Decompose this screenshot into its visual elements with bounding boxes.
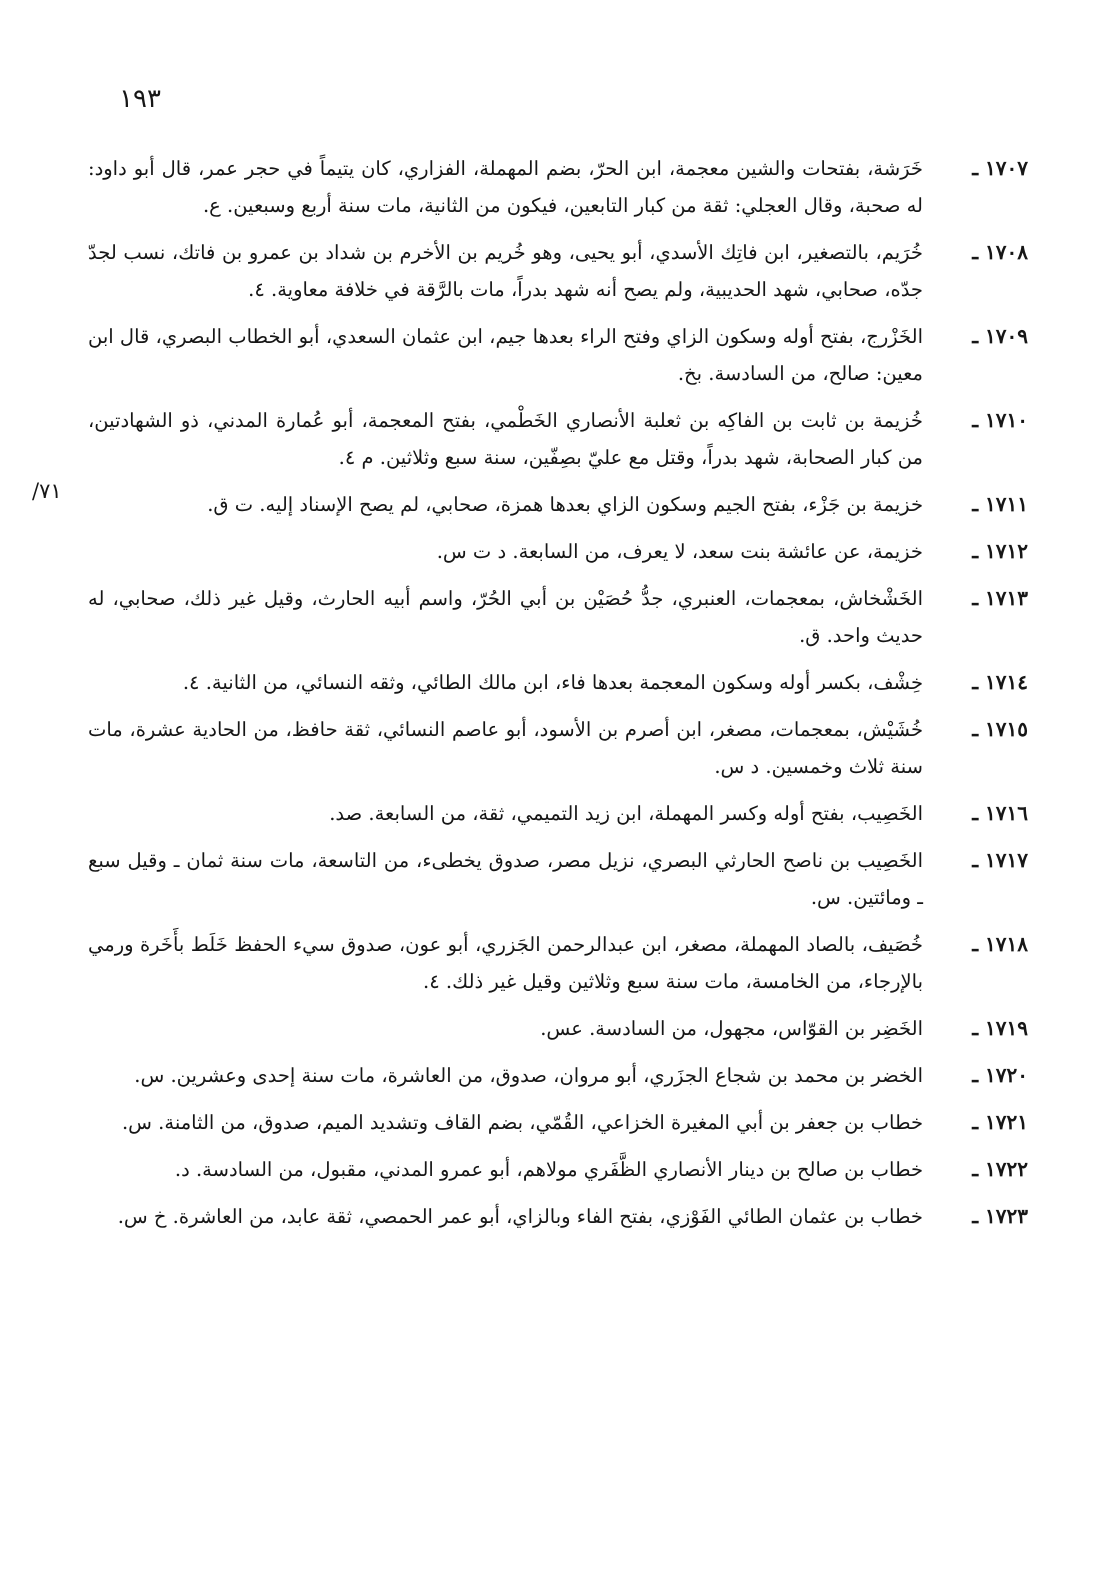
- entry-number: ١٧١٤ ـ: [972, 670, 1028, 694]
- entry-number: ١٧١٠ ـ: [972, 408, 1028, 432]
- entry-1717: [88, 842, 1028, 916]
- entry-number: ١٧١٧ ـ: [972, 848, 1028, 872]
- entry-number: ١٧١٨ ـ: [972, 932, 1028, 956]
- entry-1709: [88, 318, 1028, 392]
- entry-1711: [88, 486, 1028, 523]
- entry-1715: [88, 711, 1028, 785]
- entry-1718: [88, 926, 1028, 1000]
- entry-number: ١٧٠٩ ـ: [972, 324, 1028, 348]
- entry-text: خُصَيف، بالصاد المهملة، مصغر، ابن عبدالرحمن الجَزري، أبو عون، صدوق سيء الحفظ خَلَط بأَخَرة ورمي بالإرجاء، من الخامسة، مات سنة سبع وثلاثين وقيل غير ذلك. ٤.: [88, 933, 923, 993]
- entry-number: ١٧٢٢ ـ: [972, 1157, 1028, 1181]
- entry-text: الخَضِر بن القوّاس، مجهول، من السادسة. عس.: [540, 1017, 923, 1040]
- entry-text: الخَزْرج، بفتح أوله وسكون الزاي وفتح الراء بعدها جيم، ابن عثمان السعدي، أبو الخطاب البصري، قال ابن معين: صالح، من السادسة. بخ.: [88, 325, 923, 385]
- entry-1713: [88, 580, 1028, 654]
- entry-text: خِشْف، بكسر أوله وسكون المعجمة بعدها فاء، ابن مالك الطائي، وثقه النسائي، من الثانية. ٤.: [182, 671, 923, 694]
- entry-text: خُشَيْش، بمعجمات، مصغر، ابن أصرم بن الأسود، أبو عاصم النسائي، ثقة حافظ، من الحادية عشرة، مات سنة ثلاث وخمسين. د س.: [88, 718, 923, 778]
- margin-note: ٧١/: [32, 479, 62, 503]
- entry-text: الخَصِيب، بفتح أوله وكسر المهملة، ابن زيد التميمي، ثقة، من السابعة. صد.: [329, 802, 923, 825]
- entry-text: الخَصِيب بن ناصح الحارثي البصري، نزيل مصر، صدوق يخطىء، من التاسعة، مات سنة ثمان ـ وقيل سبع ـ ومائتين. س.: [88, 849, 923, 909]
- entry-1723: [88, 1198, 1028, 1235]
- entry-list: [88, 150, 1028, 1245]
- entry-number: ١٧١٩ ـ: [972, 1016, 1028, 1040]
- entry-1714: [88, 664, 1028, 701]
- entry-number: ١٧٠٨ ـ: [972, 240, 1028, 264]
- entry-text: خُرَيم، بالتصغير، ابن فاتِك الأسدي، أبو يحيى، وهو خُريم بن الأخرم بن شداد بن عمرو بن فاتك، نسب لجدّ جدّه، صحابي، شهد الحديبية، ولم يصح أنه شهد بدراً، مات بالرَّقة في خلافة معاوية. ٤.: [88, 241, 923, 301]
- entry-text: خطاب بن جعفر بن أبي المغيرة الخزاعي، القُمّي، بضم القاف وتشديد الميم، صدوق، من الثامنة. س.: [121, 1111, 923, 1134]
- entry-1721: [88, 1104, 1028, 1141]
- entry-number: ١٧١٥ ـ: [972, 717, 1028, 741]
- entry-text: خزيمة بن جَزْء، بفتح الجيم وسكون الزاي بعدها همزة، صحابي، لم يصح الإسناد إليه. ت ق.: [207, 493, 923, 516]
- entry-number: ١٧١٣ ـ: [972, 586, 1028, 610]
- entry-text: خطاب بن عثمان الطائي الفَوْزي، بفتح الفاء وبالزاي، أبو عمر الحمصي، ثقة عابد، من العاشرة. خ س.: [117, 1205, 923, 1228]
- entry-1712: [88, 533, 1028, 570]
- entry-number: ١٧٢٠ ـ: [972, 1063, 1028, 1087]
- entry-1722: [88, 1151, 1028, 1188]
- entry-number: ١٧٢٣ ـ: [972, 1204, 1028, 1228]
- entry-text: خطاب بن صالح بن دينار الأنصاري الظَّفَري مولاهم، أبو عمرو المدني، مقبول، من السادسة. د.: [174, 1158, 923, 1181]
- page-number: ١٩٣: [119, 84, 161, 114]
- entry-text: الخَشْخاش، بمعجمات، العنبري، جدُّ حُصَيْن بن أبي الحُرّ، واسم أبيه الحارث، وقيل غير ذلك، صحابي، له حديث واحد. ق.: [88, 587, 923, 647]
- entry-text: الخضر بن محمد بن شجاع الجزَري، أبو مروان، صدوق، من العاشرة، مات سنة إحدى وعشرين. س.: [134, 1064, 923, 1087]
- entry-number: ١٧١٦ ـ: [972, 801, 1028, 825]
- entry-1707: [88, 150, 1028, 224]
- entry-1716: [88, 795, 1028, 832]
- entry-number: ١٧١١ ـ: [972, 492, 1028, 516]
- entry-number: ١٧٢١ ـ: [972, 1110, 1028, 1134]
- entry-1719: [88, 1010, 1028, 1047]
- entry-text: خزيمة، عن عائشة بنت سعد، لا يعرف، من السابعة. د ت س.: [436, 540, 923, 563]
- entry-number: ١٧٠٧ ـ: [972, 156, 1028, 180]
- entry-text: خُزيمة بن ثابت بن الفاكِه بن ثعلبة الأنصاري الخَطْمي، بفتح المعجمة، أبو عُمارة المدني، ذو الشهادتين، من كبار الصحابة، شهد بدراً، وقتل مع عليّ بصِفّين، سنة سبع وثلاثين. م ٤.: [88, 409, 923, 469]
- entry-number: ١٧١٢ ـ: [972, 539, 1028, 563]
- entry-1710: [88, 402, 1028, 476]
- entry-text: خَرَشة، بفتحات والشين معجمة، ابن الحرّ، بضم المهملة، الفزاري، كان يتيماً في حجر عمر، قال أبو داود: له صحبة، وقال العجلي: ثقة من كبار التابعين، فيكون من الثانية، مات سنة أربع وسبعين. ع.: [88, 157, 923, 217]
- entry-1708: [88, 234, 1028, 308]
- entry-1720: [88, 1057, 1028, 1094]
